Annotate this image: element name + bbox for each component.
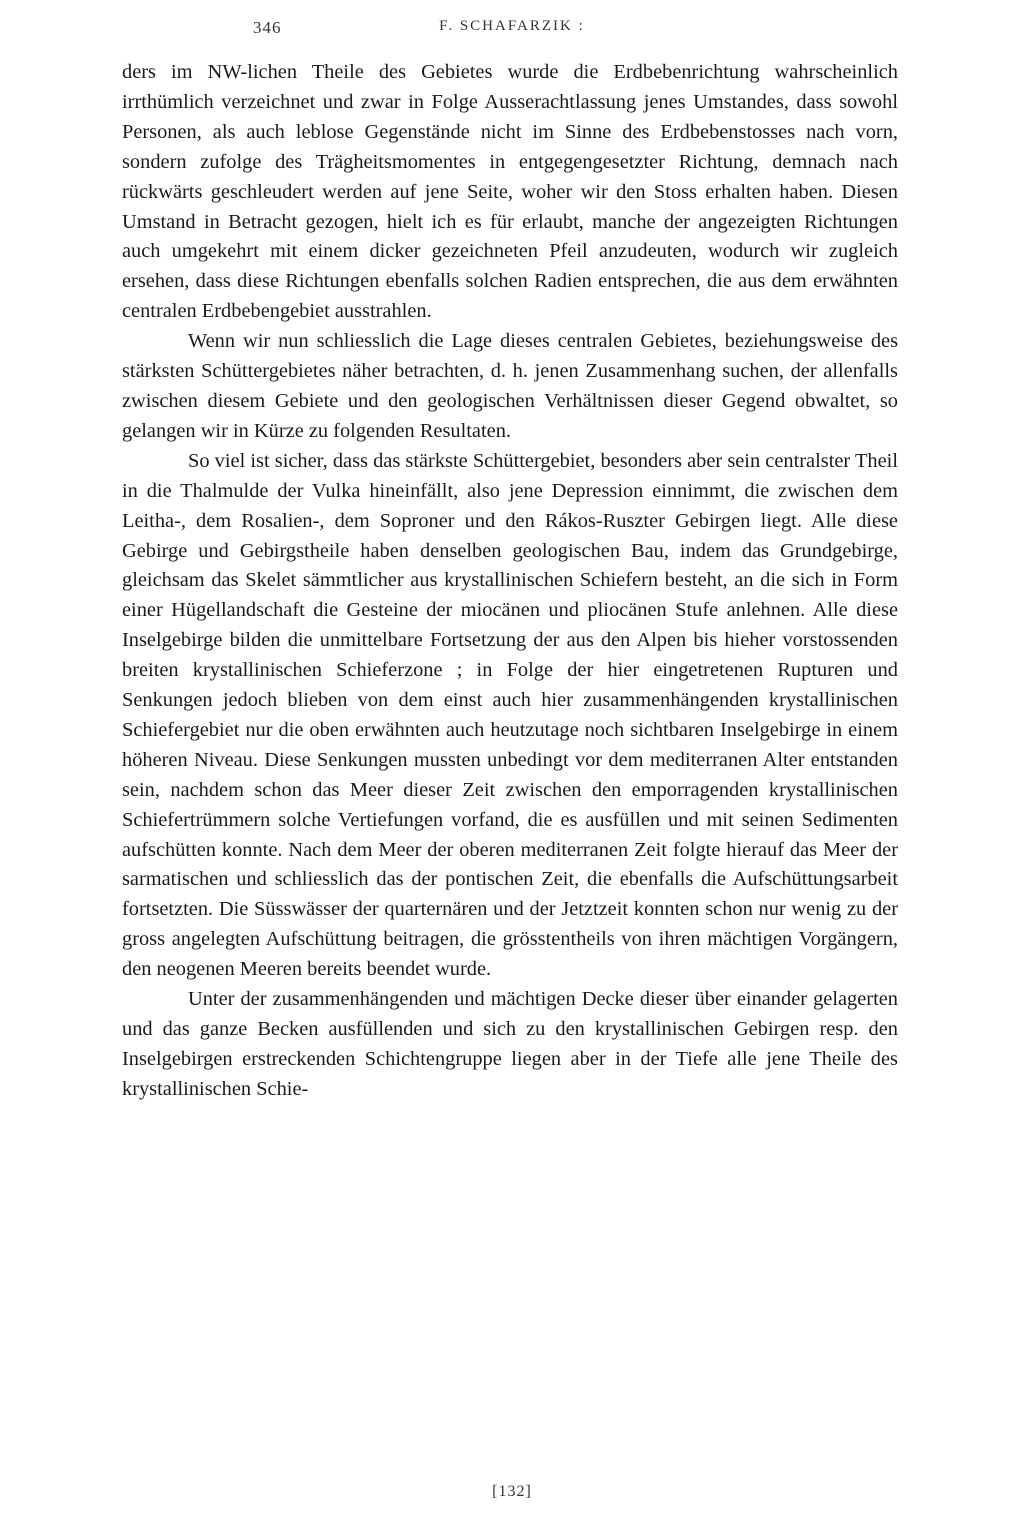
page-header xyxy=(0,18,1024,46)
signature-mark: [132] xyxy=(492,1483,532,1500)
paragraph: So viel ist sicher, dass das stärkste Schüttergebiet, besonders aber sein centralster Theil in die Thalmulde der Vulka hineinfällt, also jene Depression einnimmt, die zwischen dem Leitha-, dem Rosalien-, dem Soproner und den Rákos-Ruszter Gebirgen liegt. Alle diese Gebirge und Gebirgstheile haben denselben geologischen Bau, indem das Grundgebirge, gleichsam das Skelet sämmtlicher aus krystallinischen Schiefern besteht, an die sich in Form einer Hügellandschaft die Gesteine der miocänen und pliocänen Stufe anlehnen. Alle diese Inselgebirge bilden die unmittelbare Fortsetzung der aus den Alpen bis hieher vorstossenden breiten krystallinischen Schieferzone ; in Folge der hier eingetretenen Rupturen und Senkungen jedoch blieben von dem einst auch hier zusammenhängenden krystallinischen Schiefergebiet nur die oben erwähnten auch heutzutage noch sichtbaren Inselgebirge in einem höheren Niveau. Diese Senkungen mussten unbedingt vor dem mediterranen Alter entstanden sein, nachdem schon das Meer dieser Zeit zwischen den emporragenden krystallinischen Schiefertrümmern solche Vertiefungen vorfand, die es ausfüllen und mit seinen Sedimenten aufschütten konnte. Nach dem Meer der oberen mediterranen Zeit folgte hierauf das Meer der sarmatischen und schliesslich das der pontischen Zeit, die ebenfalls die Aufschüttungsarbeit fortsetzten. Die Süsswässer der quarternären und der Jetztzeit konnten schon nur wenig zu der gross angelegten Aufschüttung beitragen, die grösstentheils von ihren mächtigen Vorgängern, den neogenen Meeren bereits beendet wurde. xyxy=(122,449,898,981)
running-head: F. SCHAFARZIK : xyxy=(439,18,585,34)
paragraph: Unter der zusammenhängenden und mächtigen Decke dieser über einander gelagerten und das ganze Becken ausfüllenden und sich zu den krystallinischen Gebirgen resp. den Inselgebirgen erstreckenden Schichtengruppe liegen aber in der Tiefe alle jene Theile des krystallinischen Schie- xyxy=(122,988,898,1100)
paragraph: Wenn wir nun schliesslich die Lage dieses centralen Gebietes, beziehungsweise des stärksten Schüttergebietes näher betrachten, d. h. jenen Zusammenhang suchen, der allenfalls zwischen diesem Gebiete und den geologischen Verhältnissen dieser Gegend obwaltet, so gelangen wir in Kürze zu folgenden Resultaten. xyxy=(122,330,898,442)
page-number: 346 xyxy=(253,18,282,37)
body-text xyxy=(122,58,898,1105)
paragraph-continuation: ders im NW-lichen Theile des Gebietes wurde die Erdbebenrichtung wahrscheinlich irrthümlich verzeichnet und zwar in Folge Ausserachtlassung jenes Umstandes, dass sowohl Personen, als auch leblose Gegenstände nicht im Sinne des Erdbebenstosses nach vorn, sondern zufolge des Trägheitsmomentes in entgegengesetzter Richtung, demnach nach rückwärts geschleudert werden auf jene Seite, woher wir den Stoss erhalten haben. Diesen Umstand in Betracht gezogen, hielt ich es für erlaubt, manche der angezeigten Richtungen auch umgekehrt mit einem dicker gezeichneten Pfeil anzudeuten, wodurch wir zugleich ersehen, dass diese Richtungen ebenfalls solchen Radien entsprechen, die aus dem erwähnten centralen Erdbebengebiet ausstrahlen. xyxy=(122,61,898,323)
